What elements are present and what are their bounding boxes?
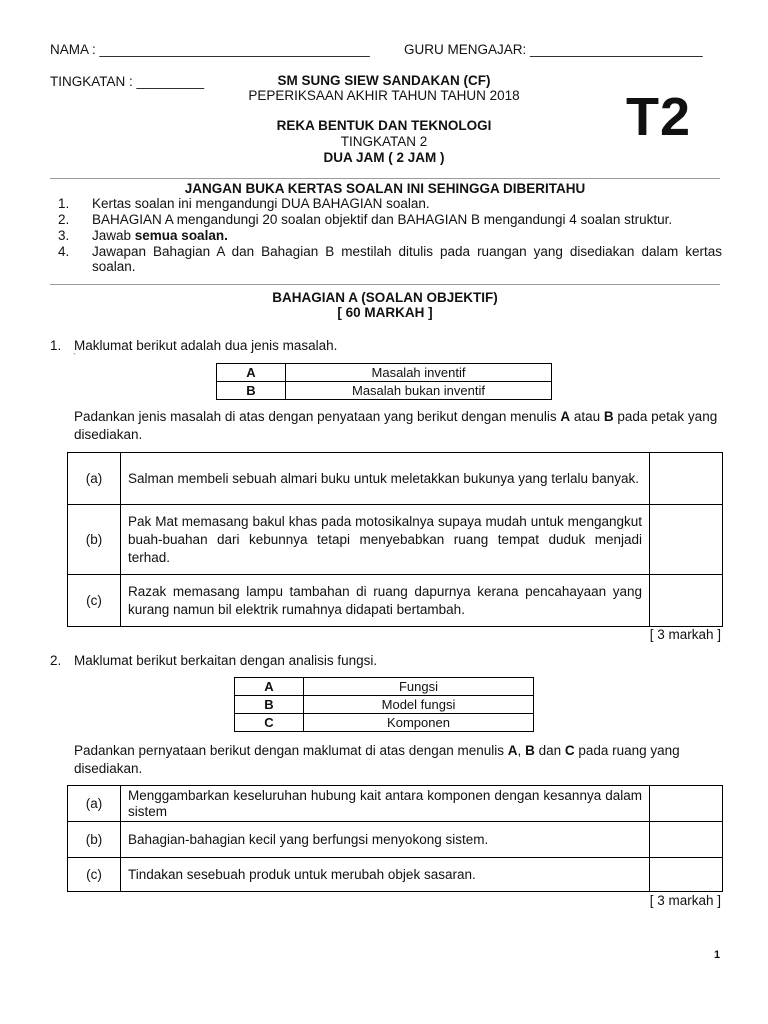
question-number: 2. — [50, 653, 62, 668]
instruction-text: Jawab semua soalan. — [92, 228, 228, 243]
instruction-number: 3. — [58, 228, 70, 243]
name-field-label: NAMA : ____________________________________ — [50, 42, 370, 57]
answer-box[interactable] — [650, 505, 723, 575]
row-label: (a) — [68, 786, 121, 822]
question-number: 1. — [50, 338, 62, 353]
section-title: BAHAGIAN A (SOALAN OBJEKTIF) — [272, 290, 498, 305]
answer-box[interactable] — [650, 575, 723, 627]
q1-answer-table — [67, 452, 723, 627]
key-value: Komponen — [304, 714, 534, 732]
table-row — [68, 858, 723, 892]
marks-label: [ 3 markah ] — [649, 893, 721, 908]
answer-box[interactable] — [650, 453, 723, 505]
question-instruction: Padankan jenis masalah di atas dengan penyataan yang berikut dengan menulis A atau B pada petak yang disediakan. — [74, 409, 718, 442]
row-statement: Salman membeli sebuah almari buku untuk meletakkan bukunya yang terlalu banyak. — [121, 453, 650, 505]
instruction-number: 1. — [58, 196, 70, 211]
row-label: (c) — [68, 575, 121, 627]
row-label: (b) — [68, 822, 121, 858]
instruction-number: 4. — [58, 244, 70, 259]
answer-box[interactable] — [650, 822, 723, 858]
key-letter: A — [235, 678, 304, 696]
key-value: Masalah inventif — [286, 364, 552, 382]
row-statement: Menggambarkan keseluruhan hubung kait antara komponen dengan kesannya dalam sistem — [121, 786, 650, 822]
table-row — [235, 696, 534, 714]
key-letter: B — [235, 696, 304, 714]
question-instruction: Padankan pernyataan berikut dengan maklumat di atas dengan menulis A, B dan C pada ruang yang disediakan. — [74, 743, 680, 776]
key-letter: A — [217, 364, 286, 382]
key-letter: B — [217, 382, 286, 400]
form-field-label: TINGKATAN : _________ — [50, 74, 205, 89]
row-label: (c) — [68, 858, 121, 892]
divider — [50, 284, 720, 285]
instructions-heading: JANGAN BUKA KERTAS SOALAN INI SEHINGGA DIBERITAHU — [184, 181, 586, 196]
stray-mark: ` — [73, 352, 76, 362]
q2-answer-table — [67, 785, 723, 892]
page-number: 1 — [714, 949, 721, 961]
table-row — [68, 786, 723, 822]
question-stem: Maklumat berikut berkaitan dengan analisis fungsi. — [74, 653, 378, 668]
problem-types-table — [216, 363, 552, 400]
key-letter: C — [235, 714, 304, 732]
instruction-text: Kertas soalan ini mengandungi DUA BAHAGIAN soalan. — [92, 196, 430, 211]
key-value: Model fungsi — [304, 696, 534, 714]
marks-label: [ 3 markah ] — [649, 627, 721, 642]
row-label: (b) — [68, 505, 121, 575]
form-badge: T2 — [626, 87, 692, 147]
table-row — [217, 364, 552, 382]
instruction-text: Jawapan Bahagian A dan Bahagian B mestilah ditulis pada ruangan yang disediakan dalam kertas soalan. — [92, 244, 722, 274]
question-stem: Maklumat berikut adalah dua jenis masalah. — [74, 338, 338, 353]
table-row — [235, 678, 534, 696]
answer-box[interactable] — [650, 858, 723, 892]
row-statement: Tindakan sesebuah produk untuk merubah objek sasaran. — [121, 858, 650, 892]
table-row — [68, 505, 723, 575]
subject-title: REKA BENTUK DAN TEKNOLOGI — [276, 118, 492, 133]
form-level: TINGKATAN 2 — [340, 134, 428, 149]
answer-box[interactable] — [650, 786, 723, 822]
divider — [50, 178, 720, 179]
instruction-number: 2. — [58, 212, 70, 227]
function-analysis-table — [234, 677, 534, 732]
row-statement: Razak memasang lampu tambahan di ruang dapurnya kerana pencahayaan yang kurang namun bil elektrik rumahnya didapati bertambah. — [121, 575, 650, 627]
table-row — [68, 822, 723, 858]
table-row — [217, 382, 552, 400]
exam-duration: DUA JAM ( 2 JAM ) — [323, 150, 445, 165]
section-marks: [ 60 MARKAH ] — [337, 305, 433, 320]
teacher-field-label: GURU MENGAJAR: _______________________ — [404, 42, 703, 57]
row-statement: Pak Mat memasang bakul khas pada motosikalnya supaya mudah untuk mengangkut buah-buahan dari kebunnya tetapi menyebabkan ruang tempat duduk menjadi terhad. — [121, 505, 650, 575]
table-row — [235, 714, 534, 732]
row-statement: Bahagian-bahagian kecil yang berfungsi menyokong sistem. — [121, 822, 650, 858]
instruction-text: BAHAGIAN A mengandungi 20 soalan objektif dan BAHAGIAN B mengandungi 4 soalan struktur. — [92, 212, 673, 227]
key-value: Fungsi — [304, 678, 534, 696]
exam-title: PEPERIKSAAN AKHIR TAHUN TAHUN 2018 — [248, 88, 520, 103]
table-row — [68, 575, 723, 627]
row-label: (a) — [68, 453, 121, 505]
school-name: SM SUNG SIEW SANDAKAN (CF) — [277, 73, 491, 88]
key-value: Masalah bukan inventif — [286, 382, 552, 400]
table-row — [68, 453, 723, 505]
